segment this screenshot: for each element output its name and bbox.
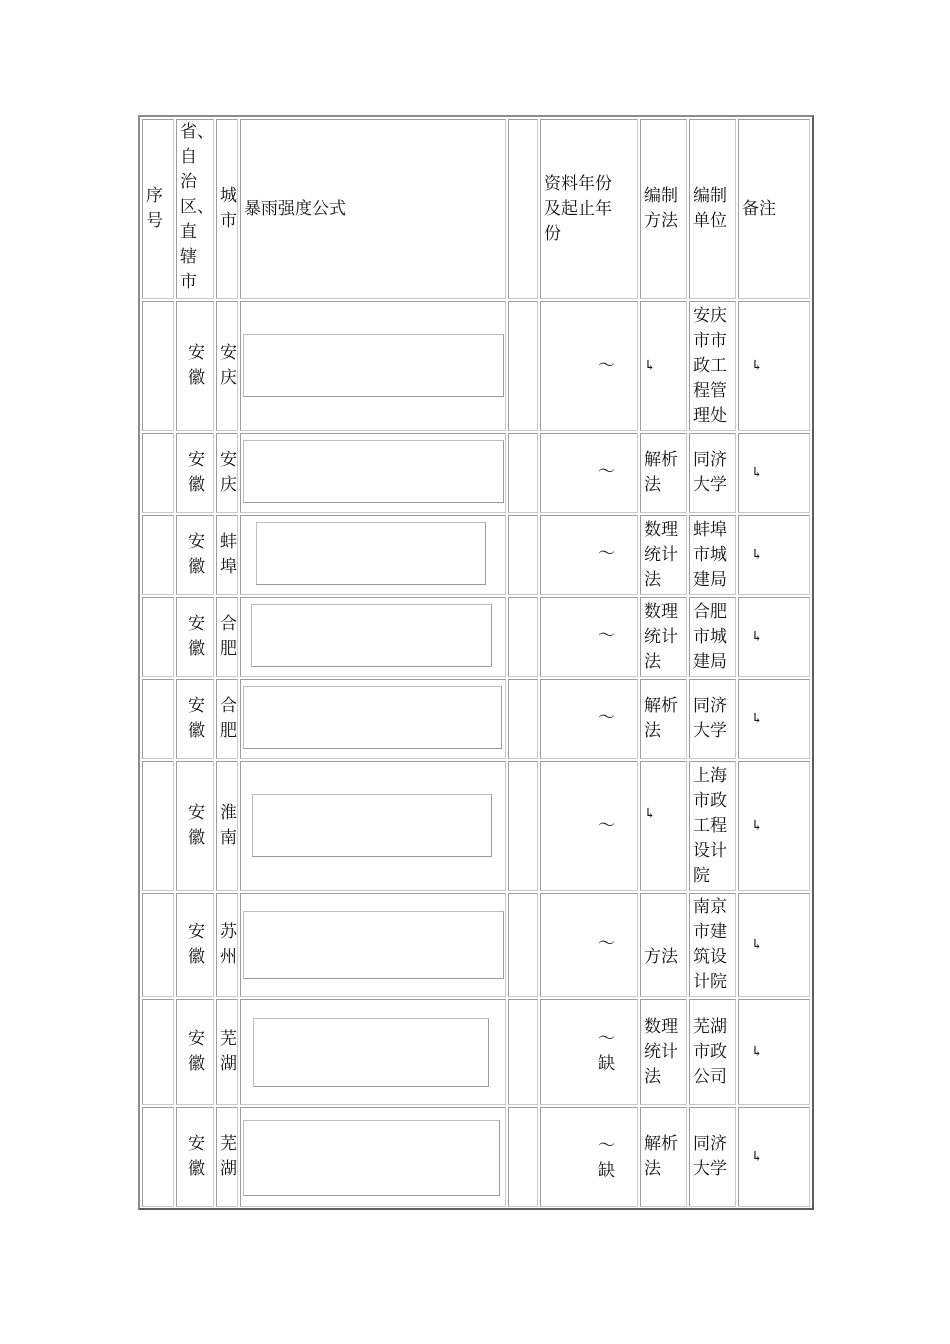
blank-cell (508, 999, 538, 1105)
city-cell (216, 301, 238, 431)
method-label: 方法 (644, 946, 678, 967)
seq-cell (142, 515, 174, 595)
unit-label: 同济 大学 (693, 1134, 727, 1179)
table-row (140, 597, 812, 677)
note-cell (738, 301, 810, 431)
city-cell (216, 999, 238, 1105)
method-label: 数理 统计 法 (644, 519, 678, 590)
years-cell (540, 433, 638, 513)
city-label: 合 肥 (220, 696, 237, 741)
years-label: ～ (598, 626, 615, 646)
formula-cell (240, 515, 506, 595)
header-method-label: 编制 方法 (644, 186, 678, 231)
header-years (540, 119, 638, 299)
city-cell (216, 433, 238, 513)
province-cell (176, 761, 214, 891)
city-cell (216, 597, 238, 677)
header-unit-label: 编制 单位 (693, 186, 727, 231)
method-cell (640, 999, 687, 1105)
years-label: ～ (598, 934, 615, 954)
province-cell (176, 893, 214, 997)
note-label: ↳ (751, 357, 763, 374)
blank-cell (508, 1107, 538, 1207)
years-label: ～ 缺 (598, 1136, 615, 1181)
years-cell (540, 893, 638, 997)
formula-image (251, 604, 492, 667)
formula-cell (240, 999, 506, 1105)
years-label: ～ (598, 356, 615, 376)
unit-cell (689, 597, 736, 677)
formula-image (253, 1018, 489, 1087)
seq-cell (142, 893, 174, 997)
years-cell (540, 1107, 638, 1207)
method-label: ↳ (644, 357, 656, 374)
table-row (140, 301, 812, 431)
province-label: 安 徽 (188, 1134, 205, 1179)
unit-cell (689, 893, 736, 997)
header-province (176, 119, 214, 299)
province-label: 安 徽 (188, 450, 205, 495)
method-label: 数理 统计 法 (644, 601, 678, 672)
seq-cell (142, 597, 174, 677)
city-cell (216, 679, 238, 759)
method-cell (640, 301, 687, 431)
formula-cell (240, 761, 506, 891)
header-seq-label: 序 号 (146, 186, 163, 231)
table-row (140, 515, 812, 595)
blank-cell (508, 679, 538, 759)
formula-cell (240, 893, 506, 997)
unit-cell (689, 679, 736, 759)
unit-cell (689, 301, 736, 431)
header-formula (240, 119, 506, 299)
method-label: 解析 法 (644, 696, 678, 741)
province-label: 安 徽 (188, 614, 205, 659)
method-cell (640, 761, 687, 891)
unit-label: 安庆 市市 政工 程管 理处 (693, 305, 727, 426)
blank-cell (508, 597, 538, 677)
note-label: ↳ (751, 628, 763, 645)
years-cell (540, 301, 638, 431)
province-cell (176, 301, 214, 431)
method-cell (640, 679, 687, 759)
city-cell (216, 761, 238, 891)
unit-label: 上海 市政 工程 设计 院 (693, 765, 727, 886)
province-cell (176, 999, 214, 1105)
note-cell (738, 1107, 810, 1207)
header-province-label: 省、 自 治 区、 直 辖 市 (180, 122, 214, 292)
header-seq (142, 119, 174, 299)
province-label: 安 徽 (188, 922, 205, 967)
years-label: ～ (598, 462, 615, 482)
unit-label: 蚌埠 市城 建局 (693, 519, 727, 590)
province-cell (176, 597, 214, 677)
years-label: ～ (598, 816, 615, 836)
years-cell (540, 597, 638, 677)
note-cell (738, 999, 810, 1105)
city-label: 苏 州 (220, 922, 237, 967)
unit-cell (689, 999, 736, 1105)
formula-image (256, 522, 486, 585)
unit-label: 芜湖 市政 公司 (693, 1016, 727, 1087)
header-blank (508, 119, 538, 299)
blank-cell (508, 515, 538, 595)
province-label: 安 徽 (188, 532, 205, 577)
formula-cell (240, 301, 506, 431)
table-row (140, 433, 812, 513)
province-label: 安 徽 (188, 803, 205, 848)
seq-cell (142, 999, 174, 1105)
formula-image (243, 440, 504, 503)
header-unit (689, 119, 736, 299)
blank-cell (508, 893, 538, 997)
seq-cell (142, 301, 174, 431)
province-cell (176, 433, 214, 513)
city-label: 安 庆 (220, 450, 237, 495)
years-cell (540, 679, 638, 759)
table-row (140, 999, 812, 1105)
city-label: 淮 南 (220, 803, 237, 848)
header-years-label: 资料年份 及起止年 份 (544, 174, 612, 244)
method-cell (640, 893, 687, 997)
note-label: ↳ (751, 546, 763, 563)
years-cell (540, 761, 638, 891)
method-cell (640, 433, 687, 513)
method-label: 解析 法 (644, 1134, 678, 1179)
city-cell (216, 1107, 238, 1207)
city-label: 合 肥 (220, 614, 237, 659)
formula-image (243, 334, 504, 397)
blank-cell (508, 433, 538, 513)
formula-cell (240, 1107, 506, 1207)
header-formula-label: 暴雨强度公式 (244, 198, 346, 219)
city-cell (216, 893, 238, 997)
method-label: 数理 统计 法 (644, 1016, 678, 1087)
method-label: 解析 法 (644, 450, 678, 495)
unit-label: 合肥 市城 建局 (693, 601, 727, 672)
city-cell (216, 515, 238, 595)
unit-cell (689, 515, 736, 595)
header-note (738, 119, 810, 299)
unit-label: 同济 大学 (693, 696, 727, 741)
seq-cell (142, 679, 174, 759)
method-cell (640, 515, 687, 595)
note-label: ↳ (751, 1148, 763, 1165)
rainstorm-formula-table (138, 115, 814, 1210)
formula-image (243, 686, 502, 749)
note-label: ↳ (751, 1043, 763, 1060)
note-label: ↳ (751, 936, 763, 953)
province-cell (176, 515, 214, 595)
header-city (216, 119, 238, 299)
formula-image (243, 911, 504, 979)
method-cell (640, 1107, 687, 1207)
method-cell (640, 597, 687, 677)
unit-cell (689, 433, 736, 513)
city-label: 芜 湖 (220, 1029, 237, 1074)
table-row (140, 893, 812, 997)
note-cell (738, 761, 810, 891)
years-label: ～ (598, 708, 615, 728)
unit-label: 南京 市建 筑设 计院 (693, 897, 727, 992)
formula-image (252, 794, 492, 857)
formula-cell (240, 679, 506, 759)
header-note-label: 备注 (742, 198, 776, 219)
unit-cell (689, 761, 736, 891)
note-label: ↳ (751, 817, 763, 834)
formula-cell (240, 433, 506, 513)
formula-cell (240, 597, 506, 677)
province-cell (176, 1107, 214, 1207)
province-label: 安 徽 (188, 1029, 205, 1074)
years-cell (540, 999, 638, 1105)
city-label: 芜 湖 (220, 1134, 237, 1179)
blank-cell (508, 761, 538, 891)
unit-label: 同济 大学 (693, 450, 727, 495)
province-cell (176, 679, 214, 759)
city-label: 蚌 埠 (220, 532, 237, 577)
seq-cell (142, 1107, 174, 1207)
table-header-row (140, 119, 812, 299)
method-label: ↳ (644, 805, 656, 822)
years-label: ～ 缺 (598, 1029, 615, 1074)
note-label: ↳ (751, 464, 763, 481)
note-cell (738, 433, 810, 513)
note-cell (738, 515, 810, 595)
header-city-label: 城 市 (220, 186, 237, 231)
note-cell (738, 893, 810, 997)
city-label: 安 庆 (220, 343, 237, 388)
years-label: ～ (598, 544, 615, 564)
seq-cell (142, 761, 174, 891)
seq-cell (142, 433, 174, 513)
header-method (640, 119, 687, 299)
blank-cell (508, 301, 538, 431)
province-label: 安 徽 (188, 343, 205, 388)
formula-image (243, 1120, 500, 1196)
note-cell (738, 679, 810, 759)
table-row (140, 761, 812, 891)
table-row (140, 679, 812, 759)
note-cell (738, 597, 810, 677)
note-label: ↳ (751, 710, 763, 727)
unit-cell (689, 1107, 736, 1207)
table-row (140, 1107, 812, 1207)
years-cell (540, 515, 638, 595)
province-label: 安 徽 (188, 696, 205, 741)
